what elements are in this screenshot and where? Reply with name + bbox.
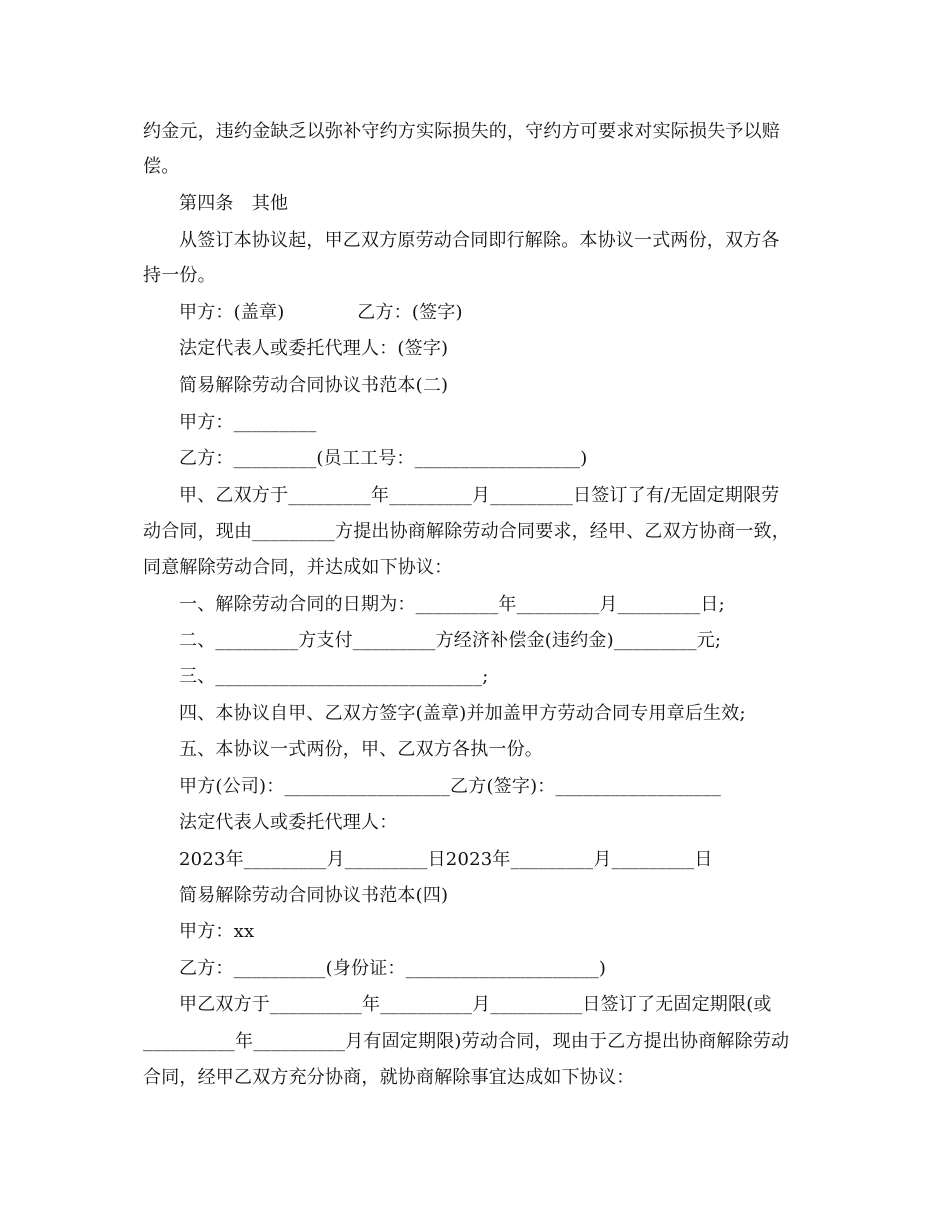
paragraph-line: 甲、乙双方于_________年_________月_________日签订了有/无固定期限劳 xyxy=(179,485,780,506)
party-line: 乙方：_________(员工工号：__________________) xyxy=(179,448,588,469)
paragraph-line: 偿。 xyxy=(143,156,180,177)
paragraph-line: 合同，经甲乙双方充分协商，就协商解除事宜达成如下协议： xyxy=(143,1067,635,1088)
signature-line: 甲方：(盖章) 乙方：(签字) xyxy=(179,302,463,323)
paragraph-line: 动合同，现由_________方提出协商解除劳动合同要求，经甲、乙双方协商一致， xyxy=(143,521,790,542)
section-heading: 第四条 其他 xyxy=(179,193,289,214)
section-title: 简易解除劳动合同协议书范本(二) xyxy=(179,375,449,396)
paragraph-line: 同意解除劳动合同，并达成如下协议： xyxy=(143,557,453,578)
clause-line: 一、解除劳动合同的日期为：_________年_________月_________日; xyxy=(179,594,725,615)
paragraph-line: 约金元，违约金缺乏以弥补守约方实际损失的，守约方可要求对实际损失予以赔 xyxy=(143,121,780,142)
date-line: 2023年_________月_________日2023年_________月_________日 xyxy=(179,849,713,870)
clause-line: 四、本协议自甲、乙双方签字(盖章)并加盖甲方劳动合同专用章后生效; xyxy=(179,703,746,724)
signature-line: 甲方(公司)：__________________乙方(签字)：__________________ xyxy=(179,776,722,797)
party-line: 甲方：xx xyxy=(179,921,255,942)
section-title: 简易解除劳动合同协议书范本(四) xyxy=(179,885,449,906)
paragraph-line: 甲乙双方于__________年__________月__________日签订了无固定期限(或 xyxy=(179,994,772,1015)
clause-line: 三、_____________________________; xyxy=(179,666,489,687)
party-line: 乙方：__________(身份证：_____________________) xyxy=(179,958,607,979)
party-line: 甲方：_________ xyxy=(179,412,317,433)
paragraph-line: 从签订本协议起，甲乙双方原劳动合同即行解除。本协议一式两份，双方各 xyxy=(179,230,780,251)
signature-line: 法定代表人或委托代理人：(签字) xyxy=(179,338,449,359)
clause-line: 五、本协议一式两份，甲、乙双方各执一份。 xyxy=(179,739,543,760)
signature-line: 法定代表人或委托代理人： xyxy=(179,812,398,833)
paragraph-line: 持一份。 xyxy=(143,265,216,286)
clause-line: 二、_________方支付_________方经济补偿金(违约金)_________元; xyxy=(179,630,722,651)
paragraph-line: __________年__________月有固定期限)劳动合同，现由于乙方提出协商解除劳动 xyxy=(143,1031,790,1052)
